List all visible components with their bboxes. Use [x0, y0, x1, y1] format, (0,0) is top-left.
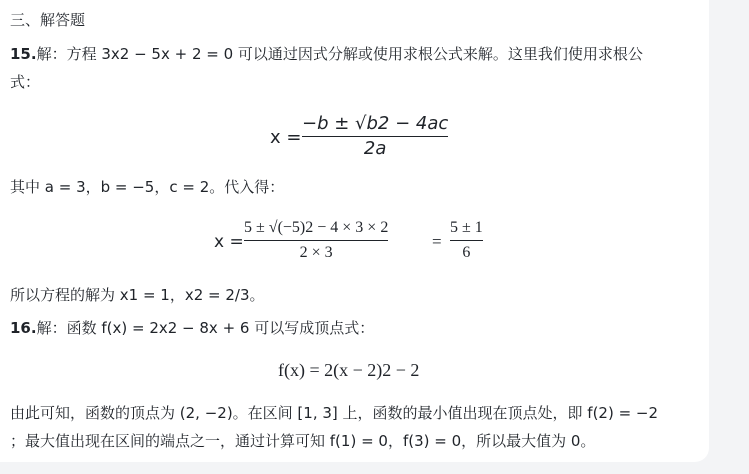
quadratic-formula	[302, 112, 448, 161]
q16-number: 16.	[10, 319, 37, 337]
section-title: 三、解答题	[10, 11, 86, 29]
result-numerator: 5 ± 1	[450, 219, 483, 236]
substitution-fraction	[244, 216, 388, 265]
q15-intro-line2: 式：	[10, 73, 41, 91]
q15-intro-text: 解：方程 3x2 − 5x + 2 = 0 可以通过因式分解或使用求根公式来解。这里我们使用求根公	[36, 45, 643, 63]
formula-numerator: −b ± √b2 − 4ac	[302, 113, 449, 134]
vertex-form: f(x) = 2(x − 2)2 − 2	[278, 360, 420, 380]
result-fraction	[450, 216, 483, 265]
q16-line2: ；最大值出现在区间的端点之一，通过计算可知 f(1) = 0，f(3) = 0，所以最大值为 0。	[10, 432, 596, 450]
equals-sign: =	[432, 232, 442, 251]
substitution-numerator: 5 ± √(−5)2 − 4 × 3 × 2	[244, 219, 389, 236]
result-denominator: 6	[462, 244, 471, 261]
q16-intro-text: 解：函数 f(x) = 2x2 − 8x + 6 可以写成顶点式：	[36, 319, 375, 337]
q16-line1: 由此可知，函数的顶点为 (2, −2)。在区间 [1, 3] 上，函数的最小值出现在顶点处，即 f(2) = −2	[10, 404, 659, 422]
formula-lhs: x =	[270, 127, 302, 148]
q15-number: 15.	[10, 45, 37, 63]
q15-conclusion: 所以方程的解为 x1 = 1，x2 = 2/3。	[10, 286, 265, 304]
q15-intro-line1	[10, 44, 700, 64]
formula-denominator: 2a	[363, 138, 387, 159]
substitution-lhs: x =	[214, 232, 244, 252]
q16-intro	[10, 318, 374, 338]
substitution-denominator: 2 × 3	[299, 244, 333, 261]
q15-given-values: 其中 a = 3，b = −5，c = 2。代入得：	[10, 178, 285, 196]
